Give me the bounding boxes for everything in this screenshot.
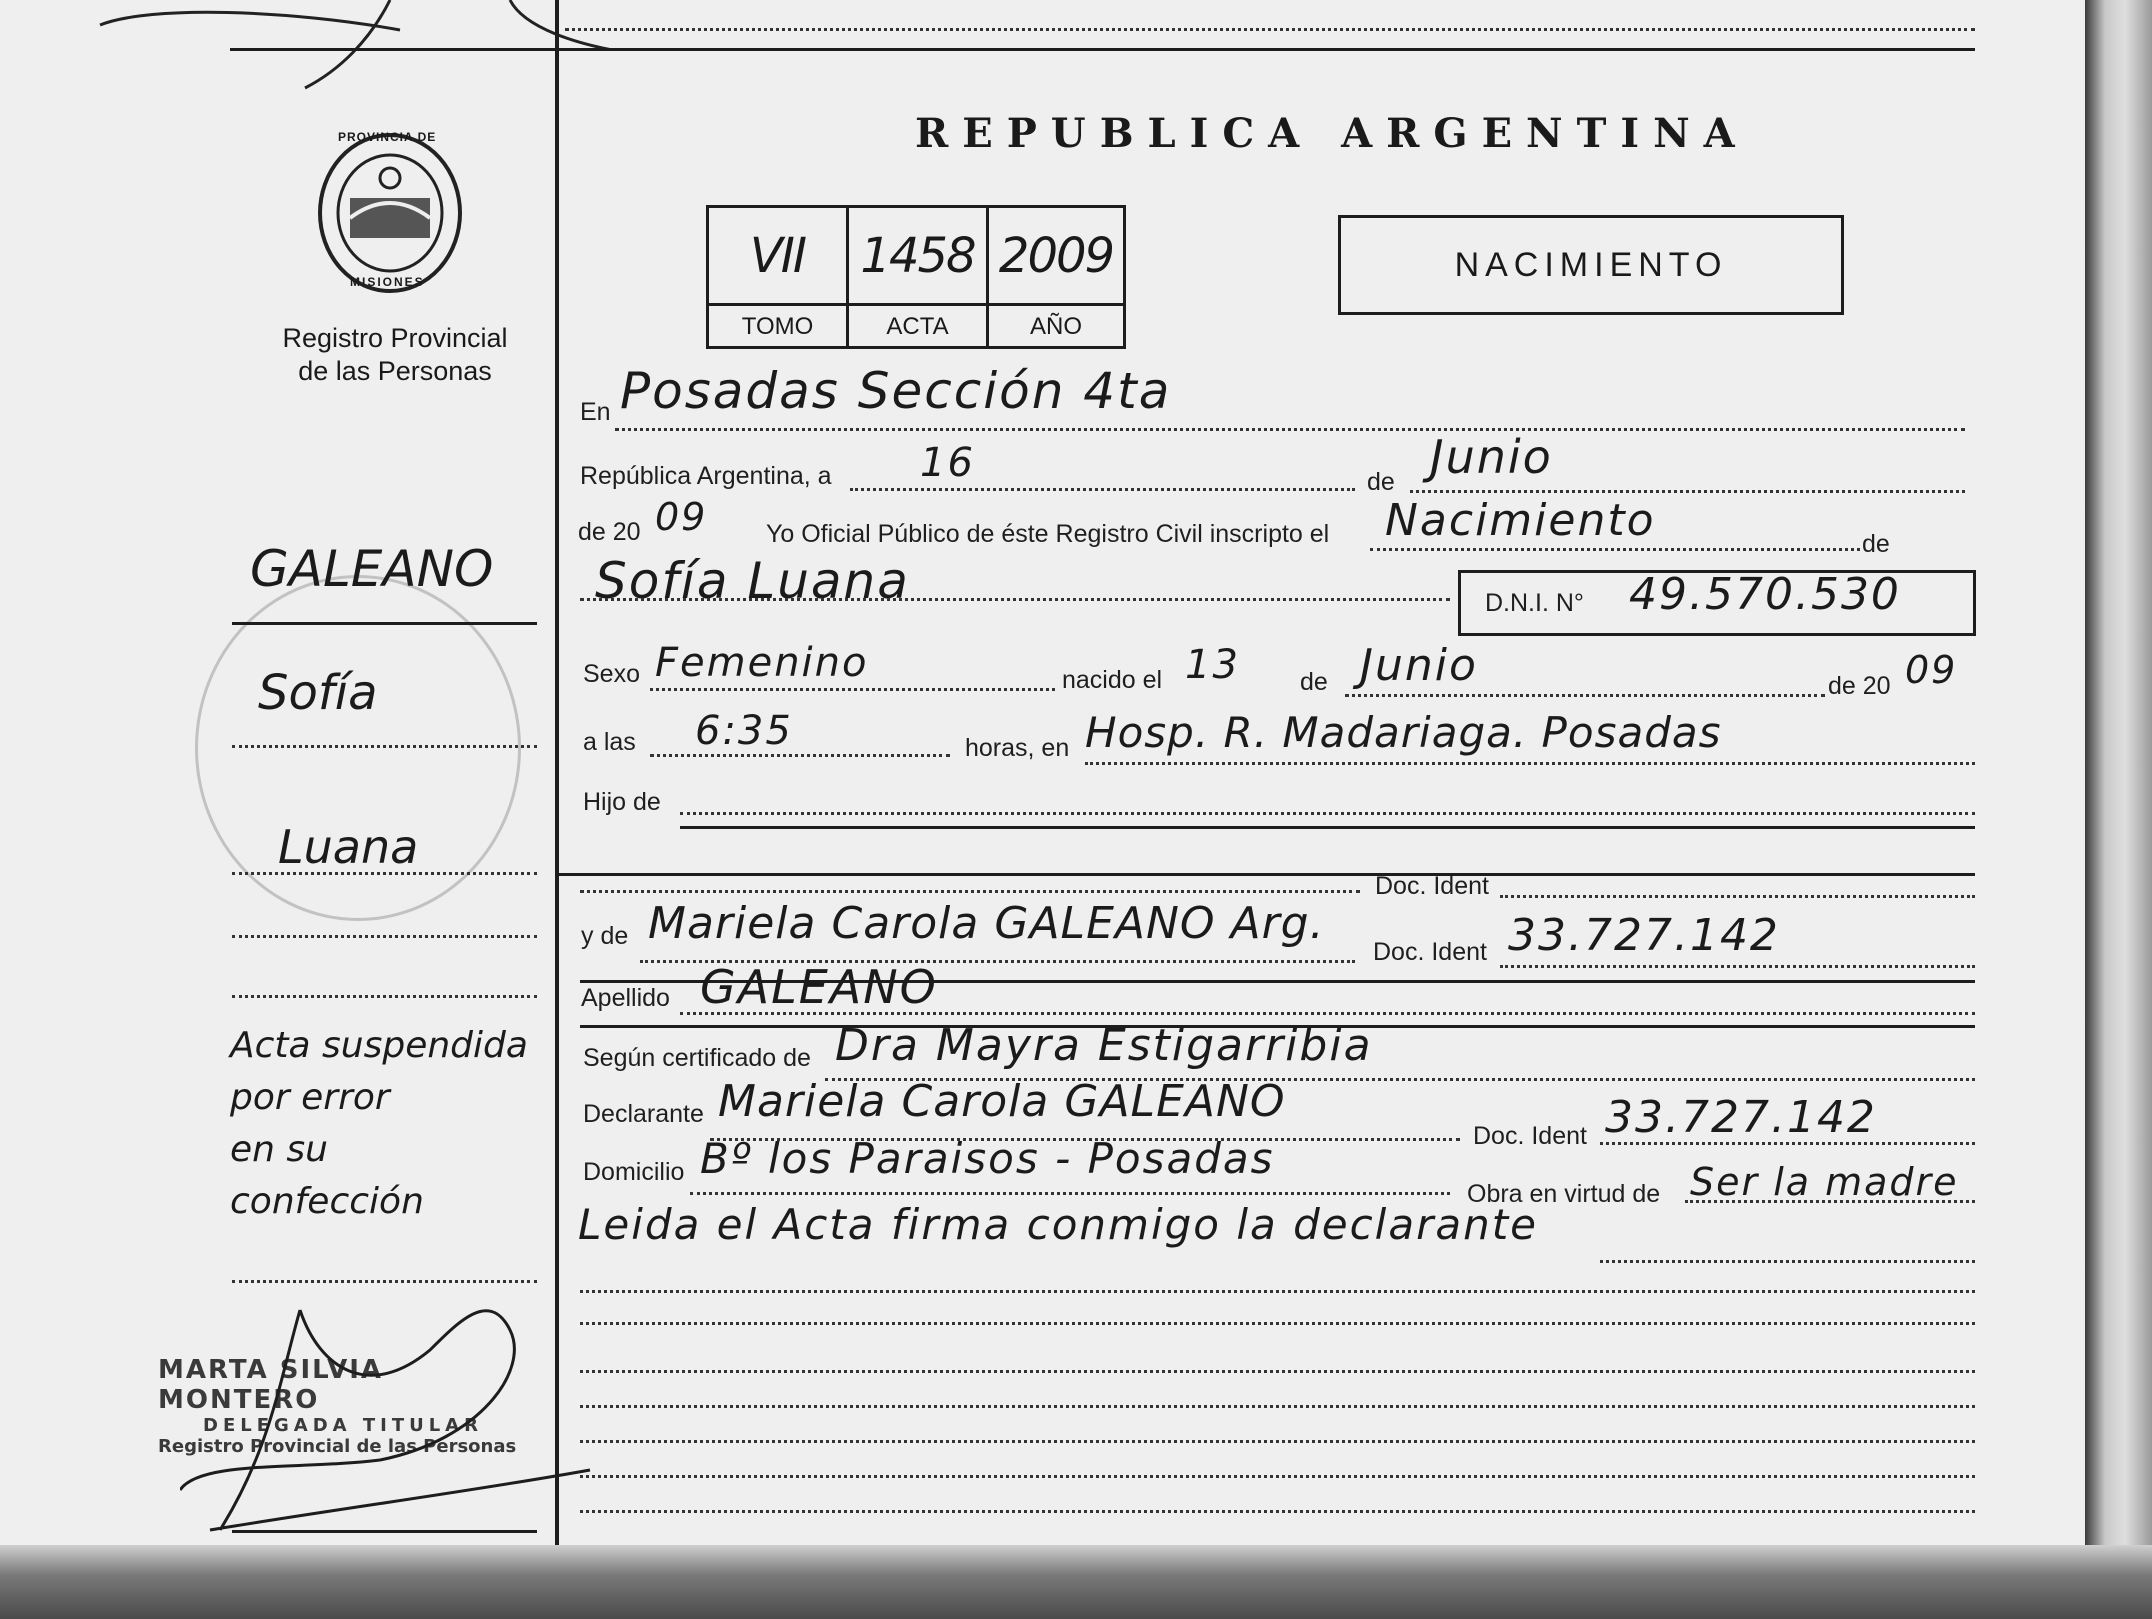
- agency-line-2: de las Personas: [298, 356, 492, 386]
- agency-name: [255, 322, 535, 388]
- declarante-value: Mariela Carola GALEANO: [718, 1076, 1286, 1127]
- doc-ident-label-1: Doc. Ident: [1375, 872, 1489, 900]
- madre-doc-line: [1500, 965, 1975, 968]
- seal-text-bottom: MISIONES: [350, 275, 425, 289]
- anio-value: 2009: [998, 228, 1114, 284]
- hijo-line: [680, 812, 1975, 815]
- apellido-line: [680, 1012, 1975, 1015]
- margin-note: [230, 1020, 528, 1228]
- book-binding: [2085, 0, 2152, 1619]
- nacido-month: Junio: [1360, 640, 1478, 691]
- page-edge-shadow: [0, 1545, 2152, 1619]
- signature-rule: [232, 1530, 537, 1533]
- tomo-cell: [709, 208, 849, 346]
- apellido-label: Apellido: [581, 984, 670, 1012]
- de20-label: de 20: [578, 518, 641, 546]
- empty-line: [580, 1510, 1975, 1513]
- yde-label: y de: [581, 922, 629, 950]
- margin-rule: [232, 622, 537, 625]
- seal-text-top: PROVINCIA DE: [338, 130, 437, 144]
- month-value: Junio: [1430, 430, 1553, 484]
- empty-line: [580, 1370, 1975, 1373]
- alas-label: a las: [583, 728, 636, 756]
- cierre-line: [1600, 1260, 1975, 1263]
- margin-note-line-4: confección: [230, 1181, 424, 1222]
- acta-value: 1458: [860, 228, 975, 284]
- obra-label: Obra en virtud de: [1467, 1180, 1661, 1208]
- sexo-line: [650, 688, 1055, 691]
- hora-value: 6:35: [695, 708, 793, 754]
- inscripto-line: [1370, 548, 1860, 551]
- margin-line: [232, 872, 537, 875]
- provincial-seal-icon: [310, 128, 470, 298]
- declarante-doc: 33.727.142: [1605, 1092, 1877, 1143]
- nacido-year: 09: [1905, 648, 1958, 692]
- cierre-value: Leida el Acta firma conmigo la declarante: [578, 1200, 1539, 1249]
- empty-line: [580, 1440, 1975, 1443]
- dotted-line: [565, 28, 1975, 31]
- de20-label-2: de 20: [1828, 672, 1891, 700]
- hijo-rule: [680, 826, 1975, 829]
- record-type: NACIMIENTO: [1454, 246, 1728, 284]
- dni-value: 49.570.530: [1629, 569, 1901, 620]
- dni-label: D.N.I. N°: [1485, 589, 1584, 617]
- segun-label: Según certificado de: [583, 1044, 811, 1072]
- doc-ident-label-2: Doc. Ident: [1373, 938, 1487, 966]
- margin-nombre-1: Sofía: [258, 665, 378, 721]
- officer-title: DELEGADA TITULAR: [203, 1415, 483, 1436]
- empty-line: [580, 1405, 1975, 1408]
- acta-label: ACTA: [849, 303, 986, 349]
- officer-name: MARTA SILVIA MONTERO: [158, 1355, 384, 1415]
- hijo-label: Hijo de: [583, 788, 661, 816]
- domicilio-line: [690, 1192, 1450, 1195]
- madre-value: Mariela Carola GALEANO Arg.: [648, 898, 1325, 949]
- tomo-value: VII: [749, 228, 806, 284]
- margin-line: [232, 745, 537, 748]
- agency-line-1: Registro Provincial: [282, 323, 508, 353]
- madre-doc: 33.727.142: [1508, 910, 1780, 961]
- dni-box: [1458, 570, 1976, 636]
- record-type-box: [1338, 215, 1844, 315]
- margin-apellido: GALEANO: [250, 540, 494, 598]
- year-value: 09: [655, 495, 708, 539]
- nombre-value: Sofía Luana: [595, 552, 910, 610]
- segun-value: Dra Mayra Estigarribia: [835, 1020, 1373, 1071]
- domicilio-value: Bº los Paraisos - Posadas: [700, 1134, 1275, 1183]
- margin-line: [232, 935, 537, 938]
- inscripto-value: Nacimiento: [1385, 495, 1656, 546]
- declarante-label: Declarante: [583, 1100, 704, 1128]
- obra-line: [1685, 1200, 1975, 1203]
- margin-note-line-2: por error: [230, 1077, 390, 1118]
- officer-org: Registro Provincial de las Personas: [158, 1436, 517, 1457]
- officer-signature: [180, 1290, 600, 1560]
- empty-line: [580, 1290, 1975, 1293]
- horas-en-label: horas, en: [965, 734, 1070, 762]
- declarante-doc-line: [1600, 1142, 1975, 1145]
- de-label-2: de: [1862, 530, 1890, 558]
- sexo-label: Sexo: [583, 660, 640, 688]
- section-rule: [555, 873, 1975, 876]
- country-title: REPUBLICA ARGENTINA: [915, 110, 1749, 157]
- margin-note-line-3: en su: [230, 1129, 328, 1170]
- lugar-line: [1085, 762, 1975, 765]
- margin-nombre-2: Luana: [278, 820, 419, 874]
- republica-label: República Argentina, a: [580, 462, 832, 490]
- domicilio-label: Domicilio: [583, 1158, 685, 1186]
- de-label-3: de: [1300, 668, 1328, 696]
- tomo-label: TOMO: [709, 303, 846, 349]
- margin-note-line-1: Acta suspendida: [230, 1025, 528, 1066]
- nacido-label: nacido el: [1062, 666, 1163, 694]
- empty-line: [580, 1322, 1975, 1325]
- padre-doc-value-line: [1500, 895, 1975, 898]
- top-rule: [230, 48, 1975, 51]
- en-line: [615, 428, 1965, 431]
- acta-cell: [849, 208, 989, 346]
- apellido-value: GALEANO: [700, 960, 938, 1014]
- en-value: Posadas Sección 4ta: [620, 362, 1172, 420]
- lugar-value: Hosp. R. Madariaga. Posadas: [1085, 708, 1722, 757]
- empty-line: [580, 1475, 1975, 1478]
- sexo-value: Femenino: [655, 640, 869, 686]
- anio-cell: [989, 208, 1123, 346]
- margin-line: [232, 995, 537, 998]
- nacido-month-line: [1345, 694, 1825, 697]
- padre-doc-line: [580, 890, 1360, 893]
- hora-line: [650, 754, 950, 757]
- anio-label: AÑO: [989, 303, 1123, 349]
- de-label: de: [1367, 468, 1395, 496]
- obra-value: Ser la madre: [1690, 1160, 1959, 1204]
- month-line: [1410, 490, 1965, 493]
- doc-ident-label-3: Doc. Ident: [1473, 1122, 1587, 1150]
- top-signature-stroke: [90, 0, 610, 90]
- day-value: 16: [920, 440, 975, 486]
- margin-line: [232, 1280, 537, 1283]
- en-label: En: [580, 398, 611, 426]
- day-line: [850, 488, 1355, 491]
- yo-oficial-label: Yo Oficial Público de éste Registro Civil inscripto el: [766, 520, 1330, 548]
- nombre-line: [580, 598, 1450, 601]
- register-table: [706, 205, 1126, 349]
- nacido-day: 13: [1185, 642, 1240, 688]
